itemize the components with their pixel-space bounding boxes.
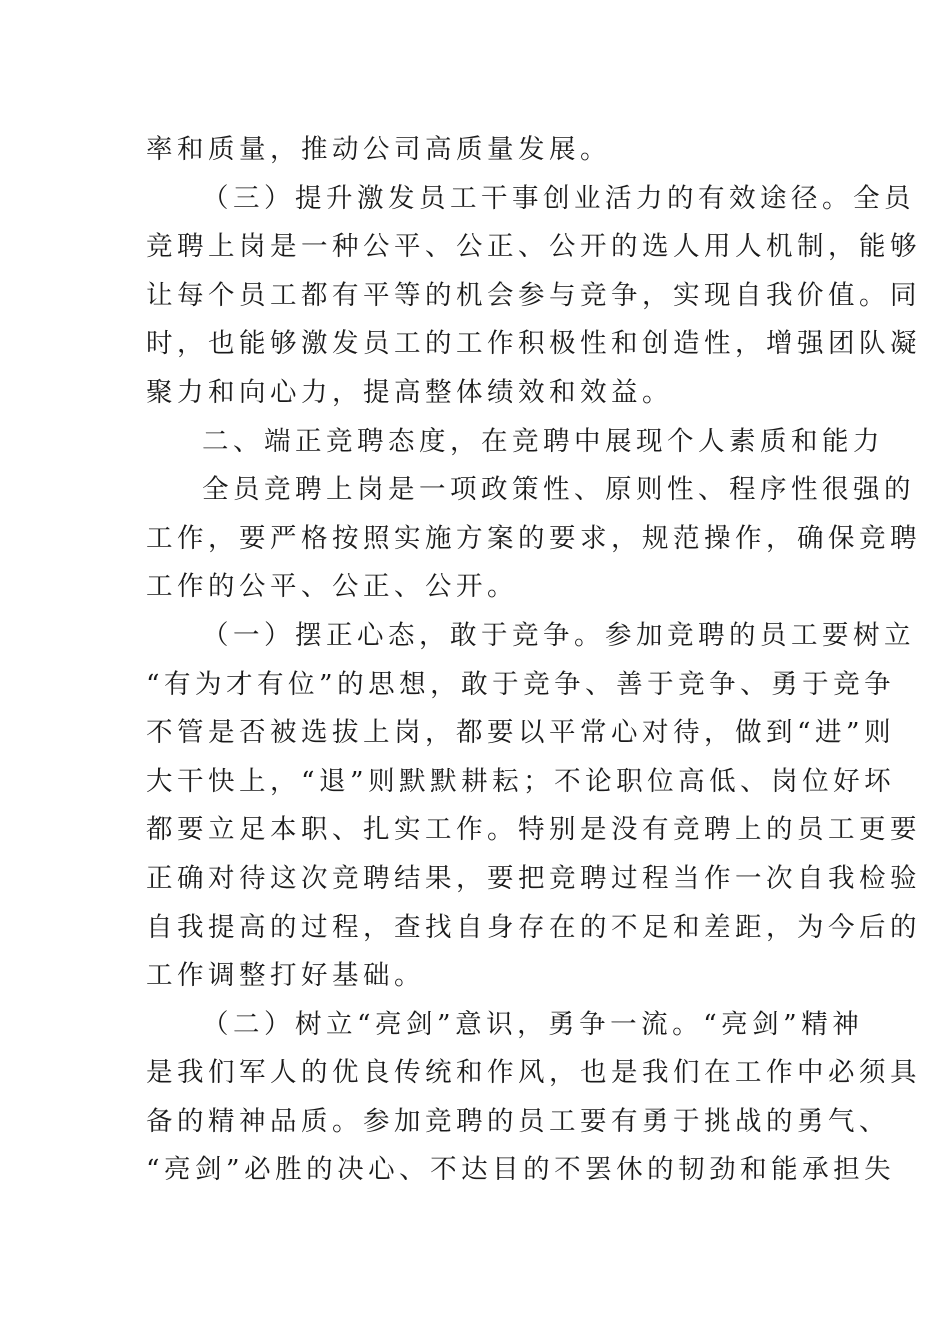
text-line: 大干快上，“退”则默默耕耘；不论职位高低、岗位好坏 (146, 765, 896, 797)
text-line: 不管是否被选拔上岗，都要以平常心对待，做到“进”则 (146, 717, 896, 749)
text-line: 让每个员工都有平等的机会参与竞争，实现自我价值。同 (146, 279, 921, 311)
text-line: 自我提高的过程，查找自身存在的不足和差距，为今后的 (146, 911, 921, 943)
text-line: 备的精神品质。参加竞聘的员工要有勇于挑战的勇气、 (146, 1105, 890, 1137)
paragraph-heading-2: （二）树立“亮剑”意识，勇争一流。“亮剑”精神 (202, 1008, 864, 1040)
text-line: 工作的公平、公正、公开。 (146, 571, 518, 603)
text-line: “有为才有位”的思想，敢于竞争、善于竞争、勇于竞争 (146, 668, 896, 700)
paragraph-heading-1: （一）摆正心态，敢于竞争。参加竞聘的员工要树立 (202, 619, 915, 651)
text-line: 工作，要严格按照实施方案的要求，规范操作，确保竞聘 (146, 522, 921, 554)
text-line: 工作调整打好基础。 (146, 960, 425, 992)
text-line: “亮剑”必胜的决心、不达目的不罢休的韧劲和能承担失 (146, 1154, 896, 1186)
text-line: 竞聘上岗是一种公平、公正、公开的选人用人机制，能够 (146, 231, 921, 263)
text-line: 率和质量，推动公司高质量发展。 (146, 134, 611, 165)
text-line: 都要立足本职、扎实工作。特别是没有竞聘上的员工更要 (146, 814, 921, 846)
text-line: 正确对待这次竞聘结果，要把竞聘过程当作一次自我检验 (146, 862, 921, 894)
body-text (146, 126, 921, 1195)
paragraph-start: 全员竞聘上岗是一项政策性、原则性、程序性很强的 (202, 474, 915, 506)
text-line: 是我们军人的优良传统和作风，也是我们在工作中必须具 (146, 1057, 921, 1089)
text-line: 聚力和向心力，提高整体绩效和效益。 (146, 376, 673, 408)
text-line: 时，也能够激发员工的工作积极性和创造性，增强团队凝 (146, 328, 921, 360)
section-heading-2: 二、端正竞聘态度，在竞聘中展现个人素质和能力 (202, 425, 884, 457)
paragraph-heading-3: （三）提升激发员工干事创业活力的有效途径。全员 (202, 182, 915, 214)
